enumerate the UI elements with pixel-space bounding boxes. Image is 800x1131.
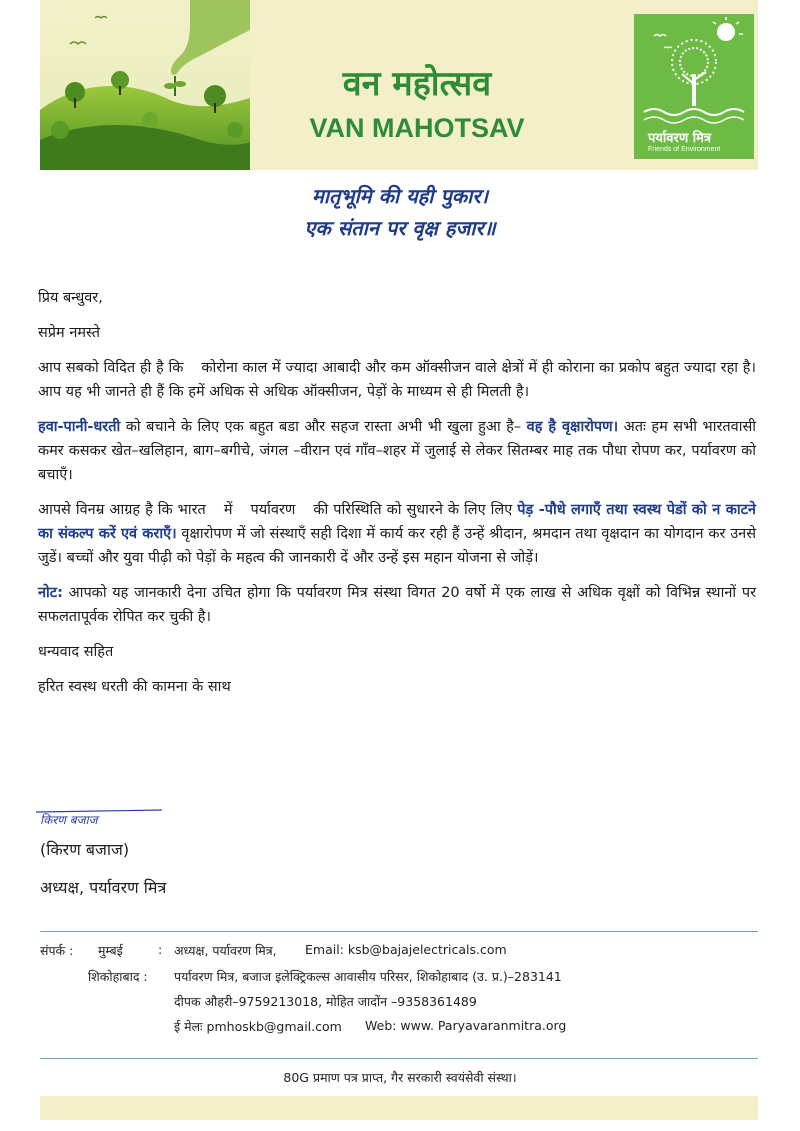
signature-text: किरण बजाज (40, 813, 98, 827)
logo-subtitle: Friends of Environment (648, 146, 721, 153)
hero-illustration (40, 0, 250, 170)
title-english: VAN MAHOTSAV (309, 113, 525, 143)
slogan-line-2: एक संतान पर वृक्ष हजार॥ (304, 216, 496, 240)
highlight-plant-trees: पेड़ -पौधे लगाएँ तथा स्वस्थ पेडों को न काटने का संकल्प करें एवं कराएँ। (38, 502, 756, 542)
paragraph-3-text-e: वृक्षारोपण में जो संस्थाएँ सही दिशा में कार्य कर रही हैं उन्हें श्रीदान, श्रमदान तथा वृक्षदान का योगदान कर उनसे जुडें। बच्चों और युवा पीढ़ी को पेड़ों के महत्व की जानकारी दें और उन्हें इस महान योजना से जोड़ें। (38, 526, 757, 566)
letterhead-header (40, 0, 758, 170)
planting-hand-illustration (40, 0, 250, 170)
website-link[interactable]: Web: www. Paryavaranmitra.org (365, 1018, 567, 1033)
note-paragraph (38, 581, 756, 629)
title-hindi: वन महोत्सव (342, 64, 492, 104)
thanks: धन्यवाद सहित (38, 644, 114, 660)
contact-label: संपर्क : (40, 943, 74, 958)
letter-body (38, 286, 756, 710)
note-label: नोट: (38, 585, 63, 601)
mumbai-label: मुम्बई (98, 943, 123, 958)
contact-bottom-rule (40, 1058, 758, 1059)
paragraph-3-text-a: आपसे विनम्र आग्रह है कि भारत (38, 502, 206, 518)
shikohabad-label: शिकोहाबाद : (88, 969, 148, 984)
slogan (0, 180, 800, 244)
paragraph-2 (38, 415, 756, 487)
signature-underline (34, 808, 164, 830)
contact-top-rule (40, 931, 758, 932)
note-text: आपको यह जानकारी देना उचित होगा कि पर्यावरण मित्र संस्था विगत 20 वर्षो में एक लाख से अधिक वृक्षों को विभिन्न स्थानों पर सफलतापूर्वक रोपित कर चुकी है। (38, 585, 756, 625)
paragraph-2-text-b: अतः हम सभी भारतवासी कमर कसकर खेत–खलिहान, बाग–बगीचे, जंगल –वीरान एवं गाँव–शहर में जुलाई से लेकर सितम्बर माह तक पौधा रोपण कर, पर्यावरण को बचाएँ। (38, 419, 757, 483)
handwritten-signature (34, 808, 164, 830)
paragraph-1-start: आप सबको विदित ही है कि (38, 360, 184, 376)
shikohabad-email[interactable]: ई मेलः pmhoskb@gmail.com (174, 1019, 342, 1034)
phone-numbers: दीपक औहरी–9759213018, मोहित जादोंन –9358361489 (174, 994, 477, 1009)
closing-wish: हरित स्वस्थ धरती की कामना के साथ (38, 679, 231, 695)
paragraph-1-rest: कोरोना काल में ज्यादा आबादी और कम ऑक्सीजन वाले क्षेत्रों में ही कोराना का प्रकोप बहुत ज्यादा रहा है। आप यह भी जानते ही हैं कि हमें अधिक से अधिक ऑक्सीजन, पेड़ों के माध्यम से ही मिलती है। (38, 360, 756, 400)
logo-name: पर्यावरण मित्र (648, 131, 712, 146)
title-block (272, 64, 562, 144)
signatory-name: (किरण बजाज) (40, 840, 130, 859)
paragraph-2-text-a: को बचाने के लिए एक बहुत बडा और सहज रास्ता अभी भी खुला हुआ है– (125, 419, 522, 435)
paragraph-3 (38, 498, 756, 570)
greeting: सप्रेम नमस्ते (38, 325, 100, 341)
shikohabad-address: पर्यावरण मित्र, बजाज इलेक्ट्रिकल्स आवासीय परिसर, शिकोहाबाद (उ. प्र.)–283141 (174, 969, 562, 984)
paragraph-3-text-b: में (223, 502, 233, 518)
paragraph-3-text-c: पर्यावरण (250, 502, 296, 518)
slogan-line-1: मातृभूमि की यही पुकार। (311, 184, 489, 208)
salutation: प्रिय बन्धुवर, (38, 290, 103, 306)
mumbai-address: अध्यक्ष, पर्यावरण मित्र, (174, 943, 277, 958)
highlight-vriksharopan: वह है वृक्षारोपण। (526, 419, 619, 435)
paragraph-1 (38, 356, 756, 404)
registration-note: 80G प्रमाण पत्र प्राप्त, गैर सरकारी स्वयंसेवी संस्था। (283, 1070, 517, 1085)
paryavaran-mitra-logo (634, 14, 754, 159)
footer-band (40, 1096, 758, 1120)
signatory-title: अध्यक्ष, पर्यावरण मित्र (40, 878, 167, 897)
mumbai-email[interactable]: Email: ksb@bajajelectricals.com (305, 942, 507, 957)
highlight-hawa-pani-dharti: हवा-पानी-धरती (38, 419, 121, 435)
paragraph-3-text-d: की परिस्थिति को सुधारने के लिए लिए (313, 502, 513, 518)
mumbai-colon: : (158, 942, 163, 957)
